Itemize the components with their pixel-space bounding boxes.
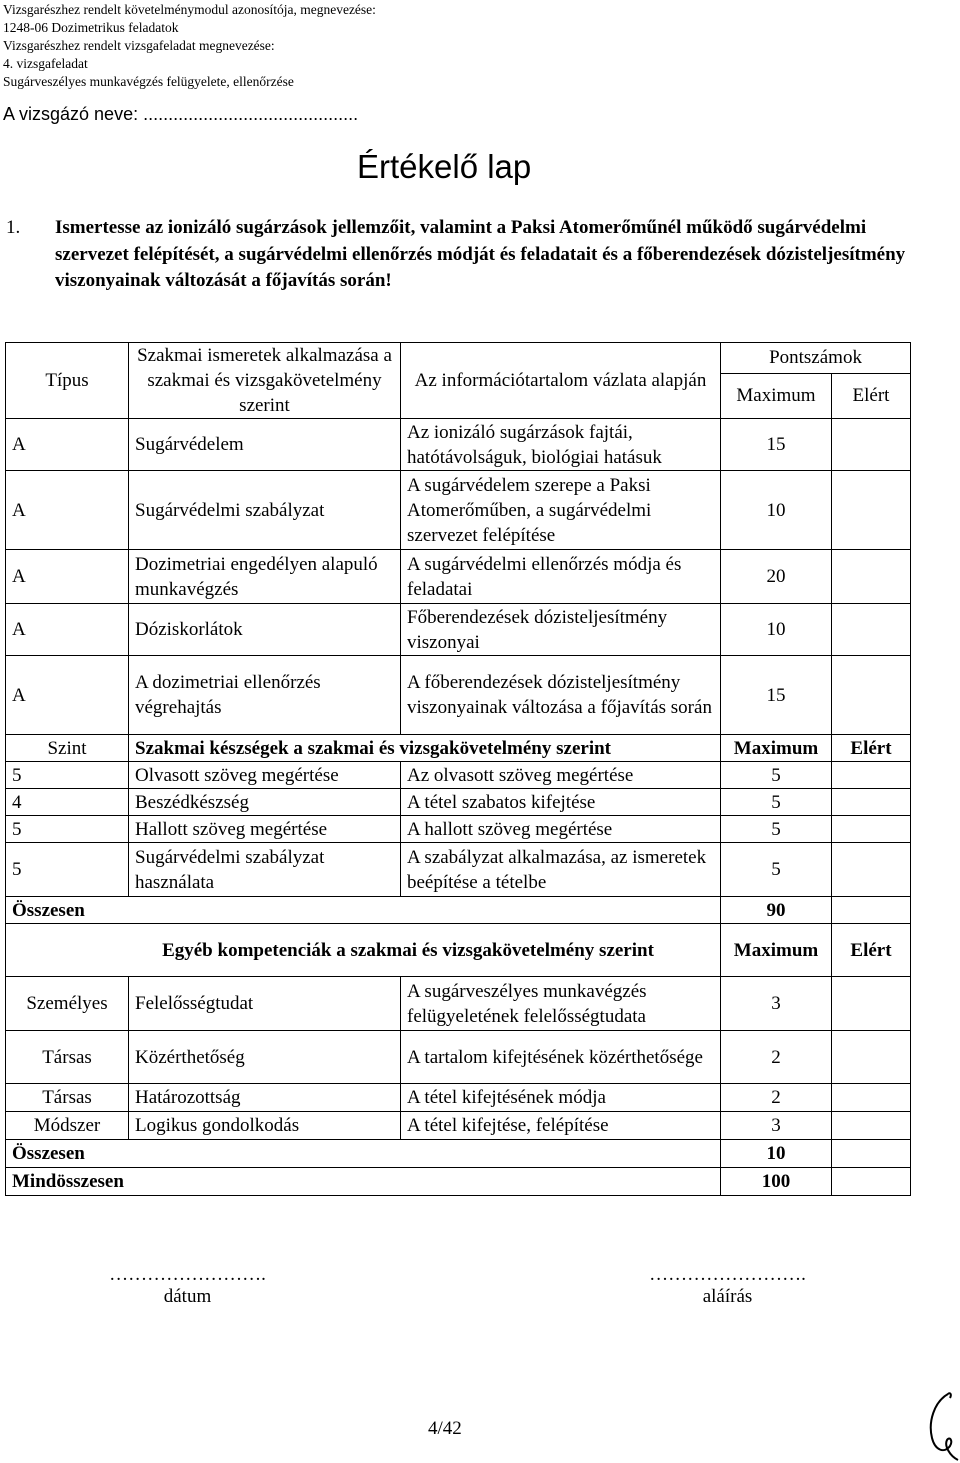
table-row [6,843,911,897]
competence-achieved[interactable] [832,1031,911,1084]
handwritten-paraph-icon [920,1388,960,1463]
row-achieved[interactable] [832,656,911,735]
competence-max: 3 [721,977,832,1031]
table-row [6,419,911,471]
row-topic: A dozimetriai ellenőrzés végrehajtás [129,656,401,735]
row-topic: Dozimetriai engedélyen alapuló munkavégzés [129,550,401,604]
row-type: A [6,550,129,604]
table-row [6,1112,911,1140]
skill-desc: Az olvasott szöveg megértése [401,762,721,789]
row-outline: Az ionizáló sugárzások fajtái, hatótávolságuk, biológiai hatásuk [401,419,721,471]
candidate-name-field: A vizsgázó neve: ........................................... [3,104,359,124]
date-dots: ……………………. [109,1264,266,1285]
col-header-type: Típus [6,343,129,419]
table-row [6,550,911,604]
table-row [6,1031,911,1084]
skill-level: 5 [6,762,129,789]
row-topic: Sugárvédelmi szabályzat [129,471,401,550]
skill-achieved[interactable] [832,816,911,843]
row-outline: A sugárvédelem szerepe a Paksi Atomerőműben, a sugárvédelmi szervezet felépítése [401,471,721,550]
subtotal-value: 10 [721,1140,832,1168]
row-achieved[interactable] [832,550,911,604]
header-line: Sugárveszélyes munkavégzés felügyelete, ellenőrzése [3,74,294,89]
col-header-knowledge: Szakmai ismeretek alkalmazása a szakmai és vizsgakövetelmény szerint [129,343,401,419]
task-text: Ismertesse az ionizáló sugárzások jellemzőit, valamint a Paksi Atomerőműnél működő sugárvédelmi szervezet felépítését, a sugárvédelmi ellenőrzés módját és feladatait és a főberendezések dózisteljesítmény viszonyainak változását a főjavítás során! [55,217,906,291]
signature-dots: ……………………. [649,1264,806,1285]
row-topic: Dóziskorlátok [129,604,401,656]
skill-max: 5 [721,789,832,816]
table-row [6,762,911,789]
skill-max: 5 [721,843,832,897]
row-type: A [6,604,129,656]
col-header-points: Pontszámok [721,343,911,374]
competence-max: 3 [721,1112,832,1140]
competence-type: Személyes [6,977,129,1031]
table-row [6,816,911,843]
skills-header-level: Szint [6,735,129,762]
signature-block [600,1264,855,1308]
competence-max: 2 [721,1084,832,1112]
row-type: A [6,656,129,735]
skill-name: Beszédkészség [129,789,401,816]
skill-name: Hallott szöveg megértése [129,816,401,843]
subtotal-label: Összesen [6,897,721,924]
header-line: Vizsgarészhez rendelt vizsgafeladat megnevezése: [3,38,275,53]
competence-desc: A tétel kifejtésének módja [401,1084,721,1112]
competence-header-achieved: Elért [832,924,911,977]
competence-max: 2 [721,1031,832,1084]
row-achieved[interactable] [832,419,911,471]
skill-desc: A szabályzat alkalmazása, az ismeretek beépítése a tételbe [401,843,721,897]
row-type: A [6,471,129,550]
table-row [6,789,911,816]
skills-header-achieved: Elért [832,735,911,762]
task-number: 1. [6,217,21,238]
row-outline: A főberendezések dózisteljesítmény viszonyainak változása a főjavítás során [401,656,721,735]
row-achieved[interactable] [832,471,911,550]
competence-type: Társas [6,1084,129,1112]
competence-header-max: Maximum [721,924,832,977]
subtotal-achieved[interactable] [832,1140,911,1168]
signature-label: aláírás [702,1286,753,1307]
grand-total-value: 100 [721,1168,832,1196]
table-row [6,977,911,1031]
competence-type: Társas [6,1031,129,1084]
competence-type: Módszer [6,1112,129,1140]
competence-name: Határozottság [129,1084,401,1112]
header-line: 4. vizsgafeladat [3,56,88,71]
table-row [6,471,911,550]
skill-max: 5 [721,816,832,843]
competence-name: Felelősségtudat [129,977,401,1031]
grand-total-achieved[interactable] [832,1168,911,1196]
competence-name: Logikus gondolkodás [129,1112,401,1140]
subtotal-label: Összesen [6,1140,721,1168]
document-header [3,1,376,91]
row-max: 15 [721,656,832,735]
competence-desc: A tétel kifejtése, felépítése [401,1112,721,1140]
subtotal-value: 90 [721,897,832,924]
row-outline: Főberendezések dózisteljesítmény viszonyai [401,604,721,656]
row-type: A [6,419,129,471]
row-max: 10 [721,604,832,656]
skill-achieved[interactable] [832,843,911,897]
col-header-max: Maximum [721,373,832,418]
skill-name: Olvasott szöveg megértése [129,762,401,789]
table-row [6,1084,911,1112]
competence-achieved[interactable] [832,1084,911,1112]
skill-level: 5 [6,816,129,843]
row-achieved[interactable] [832,604,911,656]
row-outline: A sugárvédelmi ellenőrzés módja és feladatai [401,550,721,604]
page-title: Értékelő lap [357,148,532,185]
skill-level: 4 [6,789,129,816]
competence-achieved[interactable] [832,1112,911,1140]
date-label: dátum [163,1286,212,1307]
skills-header-max: Maximum [721,735,832,762]
table-row [6,656,911,735]
col-header-outline: Az információtartalom vázlata alapján [401,343,721,419]
row-max: 10 [721,471,832,550]
row-max: 15 [721,419,832,471]
task-statement [3,215,908,295]
competence-desc: A tartalom kifejtésének közérthetősége [401,1031,721,1084]
table-row [6,604,911,656]
grand-total-label: Mindösszesen [6,1168,721,1196]
competence-desc: A sugárveszélyes munkavégzés felügyeletének felelősségtudata [401,977,721,1031]
skill-level: 5 [6,843,129,897]
date-signature-block [60,1264,315,1308]
skill-desc: A hallott szöveg megértése [401,816,721,843]
col-header-achieved: Elért [832,373,911,418]
header-line: Vizsgarészhez rendelt követelménymodul azonosítója, megnevezése: [3,2,376,17]
skills-header-title: Szakmai készségek a szakmai és vizsgakövetelmény szerint [129,735,721,762]
row-topic: Sugárvédelem [129,419,401,471]
skill-achieved[interactable] [832,762,911,789]
skill-max: 5 [721,762,832,789]
competence-achieved[interactable] [832,977,911,1031]
skill-name: Sugárvédelmi szabályzat használata [129,843,401,897]
competence-header-title: Egyéb kompetenciák a szakmai és vizsgakövetelmény szerint [6,924,721,977]
competence-name: Közérthetőség [129,1031,401,1084]
subtotal-achieved[interactable] [832,897,911,924]
header-line: 1248-06 Dozimetrikus feladatok [3,20,179,35]
skill-desc: A tétel szabatos kifejtése [401,789,721,816]
row-max: 20 [721,550,832,604]
evaluation-table [5,342,911,1196]
page-number: 4/42 [428,1418,462,1439]
skill-achieved[interactable] [832,789,911,816]
